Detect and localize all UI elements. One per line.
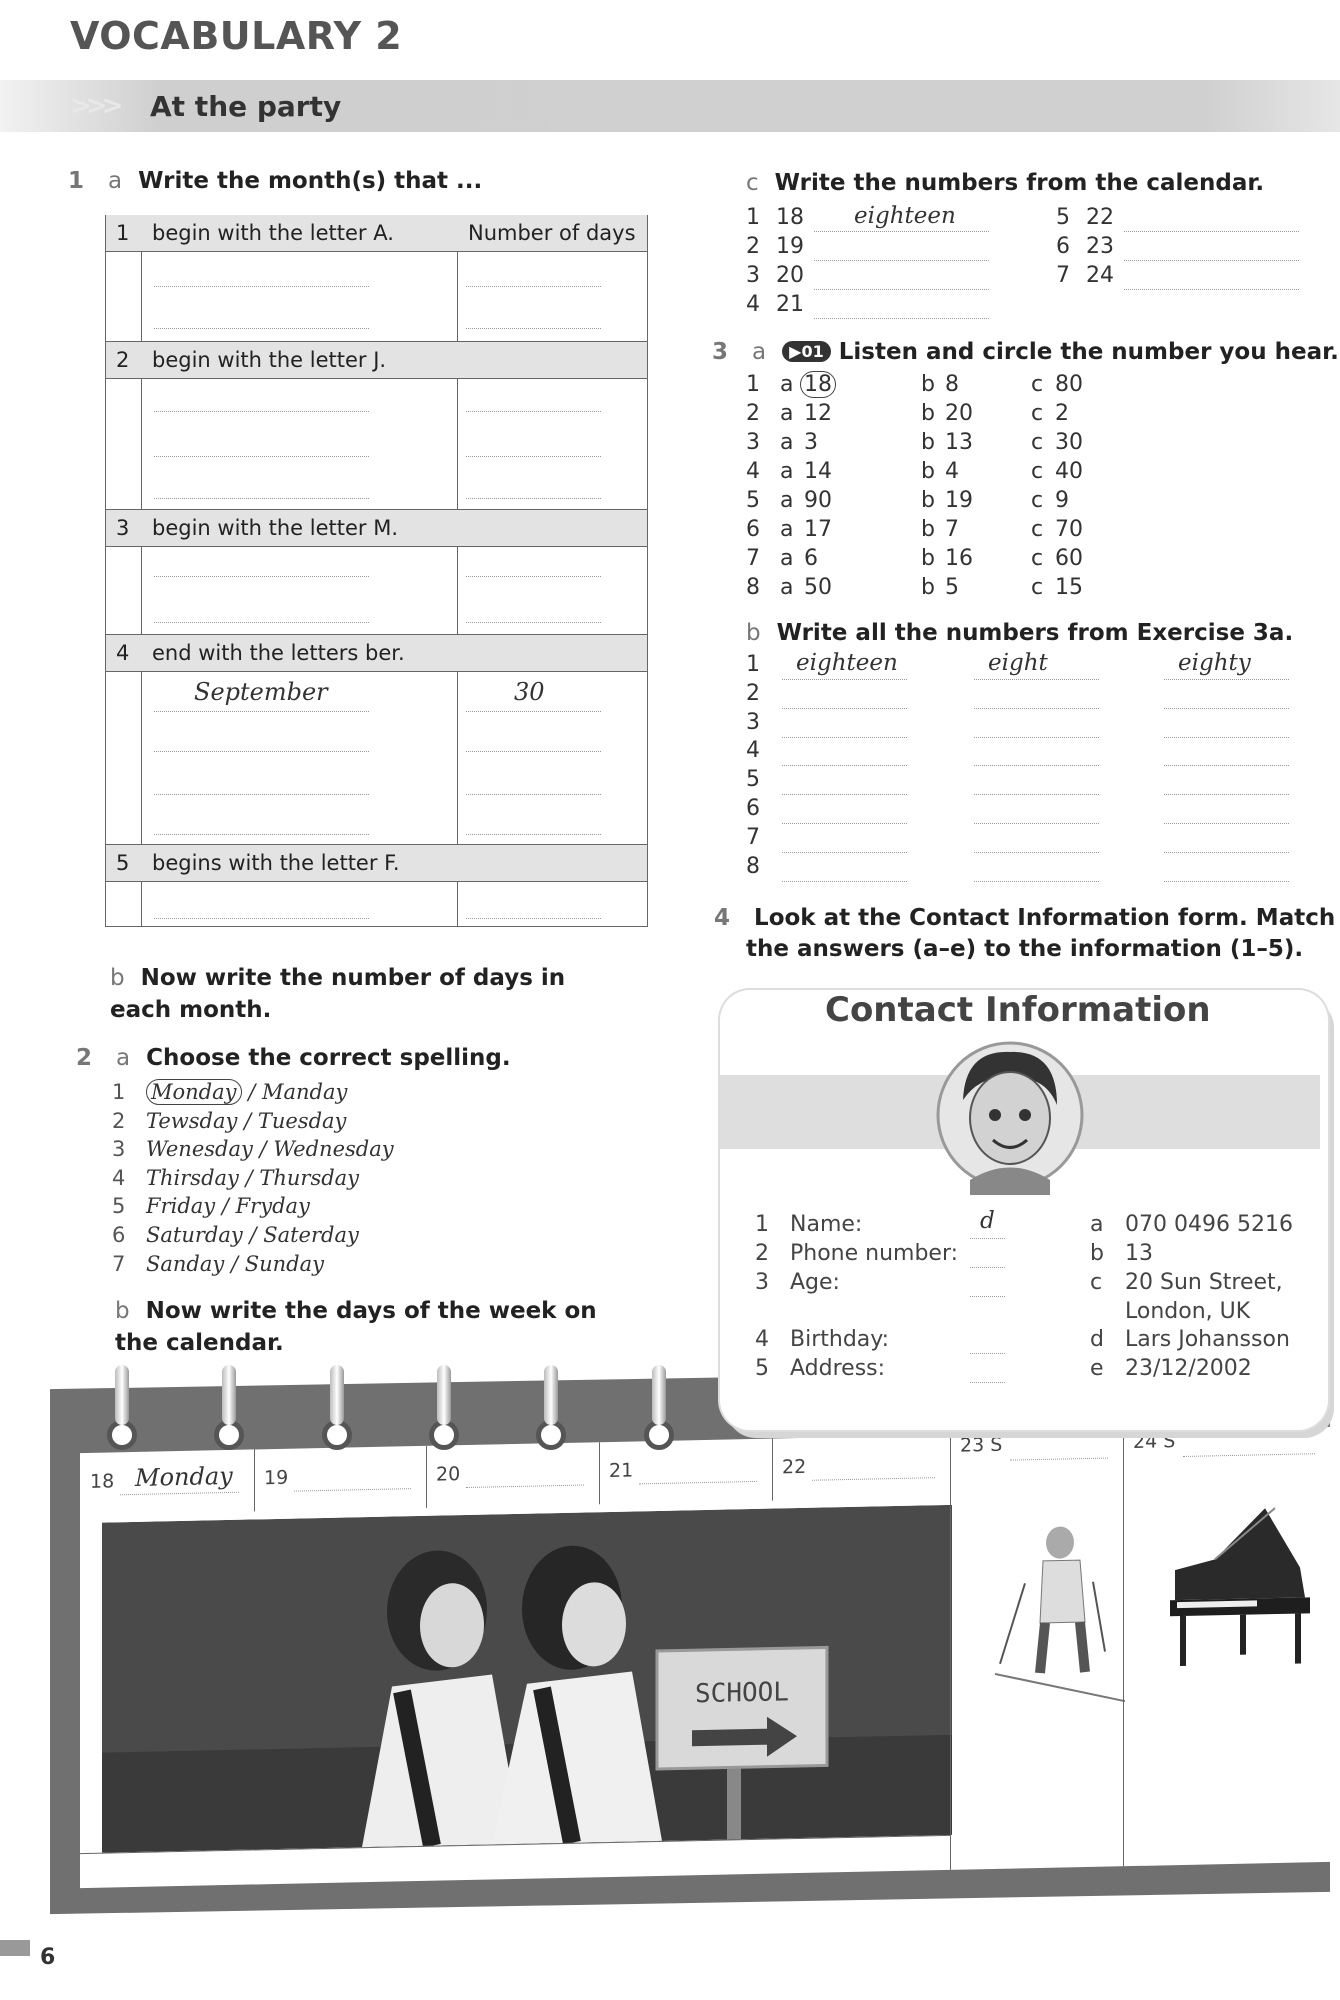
list-item	[746, 263, 996, 291]
day-number: 23 S	[960, 1433, 1003, 1457]
ex1c-heading: c Write the numbers from the calendar.	[746, 170, 1265, 196]
answer-line[interactable]	[970, 1382, 1005, 1383]
field-label: Age:	[790, 1270, 840, 1295]
answer-line[interactable]	[782, 765, 907, 766]
numbers-list	[746, 205, 1306, 325]
number-option[interactable]: 40	[1055, 459, 1083, 484]
calendar-page	[80, 1427, 1330, 1888]
option-letter: a	[780, 546, 794, 571]
spelling-option[interactable]: Manday	[261, 1080, 348, 1104]
number-option[interactable]: 12	[804, 401, 832, 426]
number-option[interactable]: 70	[1055, 517, 1083, 542]
spelling-option[interactable]: Wednesday	[273, 1137, 394, 1162]
answer-line[interactable]	[974, 852, 1099, 853]
item-number: 4	[746, 459, 760, 484]
binder-ring	[330, 1365, 344, 1425]
separator: /	[230, 1251, 239, 1276]
option-letter: b	[921, 430, 935, 455]
list-item	[112, 1078, 394, 1107]
answer-line[interactable]	[1164, 881, 1289, 882]
option-letter: a	[780, 575, 794, 600]
spelling-option[interactable]: Saterday	[263, 1222, 359, 1247]
answer-letter: b	[1090, 1241, 1104, 1266]
number-option[interactable]: 30	[1055, 430, 1083, 455]
listening-options	[746, 372, 1086, 607]
number-option[interactable]: 18	[800, 371, 836, 398]
answer-line[interactable]	[782, 737, 907, 738]
sign-text: SCHOOL	[695, 1677, 789, 1710]
number-option[interactable]: 8	[945, 372, 959, 397]
spelling-option[interactable]: Saturday	[146, 1222, 243, 1247]
number-option[interactable]: 2	[1055, 401, 1069, 426]
answer-option: 13	[1125, 1241, 1153, 1266]
list-item	[746, 459, 1086, 487]
field-label: Phone number:	[790, 1241, 959, 1266]
day-number: 22	[782, 1455, 807, 1479]
day-number: 20	[436, 1463, 461, 1486]
option-letter: b	[921, 372, 935, 397]
number-option[interactable]: 3	[804, 430, 818, 455]
answer-line[interactable]	[782, 852, 907, 853]
day-answer: Monday	[135, 1461, 233, 1492]
calendar-number: 20	[776, 263, 804, 288]
field-number: 2	[755, 1241, 769, 1266]
write-numbers-grid	[746, 652, 1306, 892]
item-number: 7	[746, 824, 760, 850]
day-divider	[772, 1439, 773, 1501]
answer-line[interactable]	[814, 289, 989, 290]
item-number: 7	[112, 1251, 126, 1276]
list-item	[1056, 263, 1306, 291]
boy-avatar	[935, 1030, 1085, 1200]
day-divider	[1123, 1421, 1124, 1866]
option-letter: b	[921, 488, 935, 513]
item-number: 1	[746, 205, 760, 230]
list-item	[112, 1135, 394, 1164]
field-label: Address:	[790, 1356, 886, 1381]
list-item	[746, 488, 1086, 516]
table-row-header: 2 begin with the letter J.	[106, 341, 647, 379]
day-number: 18	[90, 1470, 115, 1493]
item-number: 3	[112, 1137, 126, 1162]
answer-line[interactable]	[1164, 852, 1289, 853]
number-option[interactable]: 20	[945, 401, 973, 426]
ex4-instruction: 4 Look at the Contact Information form. Match the answers (a–e) to the information (1–5).	[714, 905, 1336, 962]
day-answer-line[interactable]	[294, 1488, 411, 1491]
option-letter: c	[1031, 488, 1044, 513]
answer-line[interactable]	[782, 708, 907, 709]
number-option[interactable]: 14	[804, 459, 832, 484]
day-divider	[599, 1442, 600, 1504]
spelling-option[interactable]: Monday	[146, 1079, 242, 1105]
option-letter: c	[1031, 430, 1044, 455]
option-letter: a	[780, 430, 794, 455]
answer-line[interactable]	[1124, 260, 1299, 261]
binder-ring	[115, 1365, 129, 1425]
section-band	[0, 80, 1340, 132]
calendar-number: 24	[1086, 263, 1114, 288]
field-number: 4	[755, 1327, 769, 1352]
option-letter: b	[921, 546, 935, 571]
spelling-option[interactable]: Tewsday	[146, 1108, 238, 1133]
answer-line[interactable]	[970, 1296, 1005, 1297]
item-number: 6	[1056, 234, 1070, 259]
item-number: 5	[112, 1194, 126, 1219]
answer-line[interactable]	[974, 794, 1099, 795]
day-number: 21	[609, 1459, 634, 1483]
day-answer-line[interactable]	[120, 1492, 239, 1495]
ex1a-heading: 1 a Write the month(s) that ...	[68, 168, 483, 194]
day-answer-line[interactable]	[812, 1477, 935, 1481]
ex3b-heading: b Write all the numbers from Exercise 3a.	[746, 620, 1294, 646]
number-option[interactable]: 7	[945, 517, 959, 542]
answer-line[interactable]	[782, 679, 907, 680]
option-letter: a	[780, 488, 794, 513]
list-item	[112, 1192, 394, 1221]
binder-ring	[437, 1365, 451, 1425]
number-option[interactable]: 17	[804, 517, 832, 542]
table-row-header: 5 begins with the letter F.	[106, 844, 647, 882]
chevrons-decoration: >>>	[70, 91, 118, 121]
list-item	[746, 372, 1086, 400]
option-letter: a	[780, 372, 794, 397]
day-divider	[254, 1449, 255, 1511]
list-item	[746, 205, 996, 233]
ex2a-heading: 2 a Choose the correct spelling.	[76, 1045, 511, 1071]
number-option[interactable]: 50	[804, 575, 832, 600]
answer-line[interactable]	[1164, 708, 1289, 709]
answer-line[interactable]	[814, 231, 989, 232]
spelling-option[interactable]: Friday	[146, 1194, 216, 1219]
option-letter: b	[921, 459, 935, 484]
separator: /	[221, 1194, 229, 1219]
separator: /	[249, 1222, 257, 1247]
option-letter: c	[1031, 401, 1044, 426]
item-number: 5	[746, 488, 760, 513]
ex3a-heading: 3 a ▶01 Listen and circle the number you hear.	[712, 339, 1339, 365]
option-letter: c	[1031, 372, 1044, 397]
separator: /	[248, 1080, 256, 1104]
answer-text: eight	[988, 650, 1048, 676]
option-letter: b	[921, 517, 935, 542]
ex2b-instruction: b Now write the days of the week on the calendar.	[115, 1298, 597, 1356]
spelling-option[interactable]: Tuesday	[257, 1108, 347, 1133]
months-table	[105, 215, 648, 927]
answer-line[interactable]	[974, 881, 1099, 882]
table-row-header: 1 begin with the letter A. Number of days	[106, 215, 647, 252]
item-number: 5	[1056, 205, 1070, 230]
option-letter: c	[1031, 517, 1044, 542]
binder-ring	[652, 1365, 666, 1425]
answer-option: 23/12/2002	[1125, 1356, 1252, 1381]
option-letter: c	[1031, 575, 1044, 600]
list-item	[746, 546, 1086, 574]
list-item	[1056, 234, 1306, 262]
item-number: 6	[746, 796, 760, 821]
answer-letter: d	[1090, 1327, 1104, 1352]
audio-track-icon[interactable]: ▶01	[782, 341, 831, 362]
list-item	[746, 575, 1086, 603]
answer-line[interactable]	[974, 708, 1099, 709]
list-item	[112, 1250, 394, 1279]
number-option[interactable]: 13	[945, 430, 973, 455]
section-subtitle: At the party	[150, 90, 342, 123]
item-number: 3	[746, 709, 760, 735]
answer-line[interactable]	[782, 794, 907, 795]
answer-line[interactable]	[1164, 737, 1289, 738]
option-letter: b	[921, 401, 935, 426]
spelling-option[interactable]: Sunday	[244, 1251, 324, 1276]
answer-letter: a	[1090, 1212, 1104, 1237]
day-answer-line[interactable]	[1010, 1458, 1108, 1461]
answer-line[interactable]	[974, 823, 1099, 824]
item-number: 4	[112, 1165, 126, 1190]
item-number: 4	[746, 292, 760, 317]
answer-text: eighteen	[854, 203, 956, 229]
list-item	[746, 517, 1086, 545]
item-number: 2	[746, 401, 760, 426]
list-item	[746, 234, 996, 262]
answer-line[interactable]	[974, 737, 1099, 738]
item-number: 7	[746, 546, 760, 571]
calendar-number: 23	[1086, 234, 1114, 259]
item-number: 2	[112, 1108, 126, 1133]
number-option[interactable]: 90	[804, 488, 832, 513]
number-option[interactable]: 9	[1055, 488, 1069, 513]
answer-text: eighty	[1178, 650, 1251, 676]
answer-line[interactable]	[974, 679, 1099, 680]
field-label: Name:	[790, 1212, 863, 1237]
list-item	[112, 1164, 394, 1193]
item-number: 8	[746, 575, 760, 600]
item-number: 1	[746, 372, 760, 397]
item-number: 3	[746, 430, 760, 455]
answer-line[interactable]	[970, 1353, 1005, 1354]
item-number: 1	[112, 1080, 126, 1104]
spelling-option[interactable]: Wenesday	[146, 1137, 253, 1162]
number-option[interactable]: 80	[1055, 372, 1083, 397]
answer-line[interactable]	[782, 823, 907, 824]
spelling-list	[112, 1078, 394, 1278]
contact-card	[720, 990, 1328, 1430]
ex1b-instruction: b Now write the number of days in each month.	[110, 965, 566, 1023]
answer-letter: e	[1090, 1356, 1104, 1381]
list-item	[746, 430, 1086, 458]
calendar-number: 18	[776, 205, 804, 230]
card-title: Contact Information	[825, 990, 1211, 1030]
answer-line[interactable]	[974, 765, 1099, 766]
item-number: 1	[746, 652, 760, 677]
answer-line[interactable]	[1164, 765, 1289, 766]
table-row-header: 4 end with the letters ber.	[106, 634, 647, 672]
answer-option: 070 0496 5216	[1125, 1212, 1293, 1237]
spelling-option[interactable]: Fryday	[235, 1194, 310, 1219]
item-number: 2	[746, 234, 760, 259]
binder-ring	[222, 1365, 236, 1425]
answer-option: 20 Sun Street,	[1125, 1270, 1283, 1295]
table-row-header: 3 begin with the letter M.	[106, 509, 647, 547]
item-number: 6	[112, 1222, 126, 1247]
calendar-bottom-line	[80, 1835, 950, 1854]
example-month: September	[194, 678, 328, 706]
day-answer-line[interactable]	[466, 1485, 584, 1488]
page-title: VOCABULARY 2	[70, 14, 403, 58]
answer-text: d	[980, 1208, 995, 1234]
number-option[interactable]: 19	[945, 488, 973, 513]
day-number: 19	[264, 1466, 289, 1490]
day-number: 24 S	[1133, 1430, 1176, 1454]
list-item	[746, 401, 1086, 429]
page-tab	[0, 1940, 30, 1956]
field-number: 5	[755, 1356, 769, 1381]
item-number: 8	[746, 853, 760, 879]
list-item	[112, 1107, 394, 1136]
answer-line[interactable]	[1164, 823, 1289, 824]
answer-line[interactable]	[970, 1267, 1005, 1268]
day-answer-line[interactable]	[1183, 1453, 1315, 1457]
number-option[interactable]: 6	[804, 546, 818, 571]
answer-option: London, UK	[1125, 1299, 1251, 1324]
day-divider	[426, 1446, 427, 1508]
option-letter: a	[780, 459, 794, 484]
option-letter: c	[1031, 459, 1044, 484]
number-option[interactable]: 60	[1055, 546, 1083, 571]
field-number: 1	[755, 1212, 769, 1237]
number-option[interactable]: 5	[945, 575, 959, 600]
item-number: 7	[1056, 263, 1070, 288]
binder-ring	[544, 1365, 558, 1425]
list-item	[112, 1221, 394, 1250]
calendar-number: 22	[1086, 205, 1114, 230]
answer-line[interactable]	[970, 1238, 1005, 1239]
list-item	[1056, 205, 1306, 233]
spelling-option[interactable]: Sanday	[146, 1251, 225, 1276]
spelling-option[interactable]: Thirsday	[146, 1165, 239, 1190]
option-letter: a	[780, 517, 794, 542]
option-letter: a	[780, 401, 794, 426]
answer-line[interactable]	[1124, 231, 1299, 232]
answer-line[interactable]	[1164, 679, 1289, 680]
page-number: 6	[40, 1945, 56, 1970]
item-number: 3	[746, 263, 760, 288]
item-number: 5	[746, 767, 760, 793]
item-number: 2	[746, 680, 760, 706]
field-label: Birthday:	[790, 1327, 890, 1352]
separator: /	[259, 1137, 267, 1162]
option-letter: c	[1031, 546, 1044, 571]
field-number: 3	[755, 1270, 769, 1295]
answer-line[interactable]	[814, 318, 989, 319]
option-letter: b	[921, 575, 935, 600]
spelling-option[interactable]: Thursday	[259, 1165, 360, 1190]
number-option[interactable]: 15	[1055, 575, 1083, 600]
number-option[interactable]: 4	[945, 459, 959, 484]
item-number: 4	[746, 738, 760, 764]
calendar-number: 21	[776, 292, 804, 317]
answer-letter: c	[1090, 1270, 1103, 1295]
answer-line[interactable]	[782, 881, 907, 882]
day-divider	[950, 1425, 951, 1870]
number-option[interactable]: 16	[945, 546, 973, 571]
calendar-number: 19	[776, 234, 804, 259]
answer-line[interactable]	[814, 260, 989, 261]
day-answer-line[interactable]	[639, 1481, 757, 1484]
separator: /	[245, 1165, 253, 1190]
example-days: 30	[514, 678, 545, 706]
answer-option: Lars Johansson	[1125, 1327, 1290, 1352]
separator: /	[244, 1108, 252, 1133]
answer-line[interactable]	[1164, 794, 1289, 795]
item-number: 6	[746, 517, 760, 542]
answer-line[interactable]	[1124, 289, 1299, 290]
list-item	[746, 292, 996, 320]
answer-text: eighteen	[796, 650, 898, 676]
